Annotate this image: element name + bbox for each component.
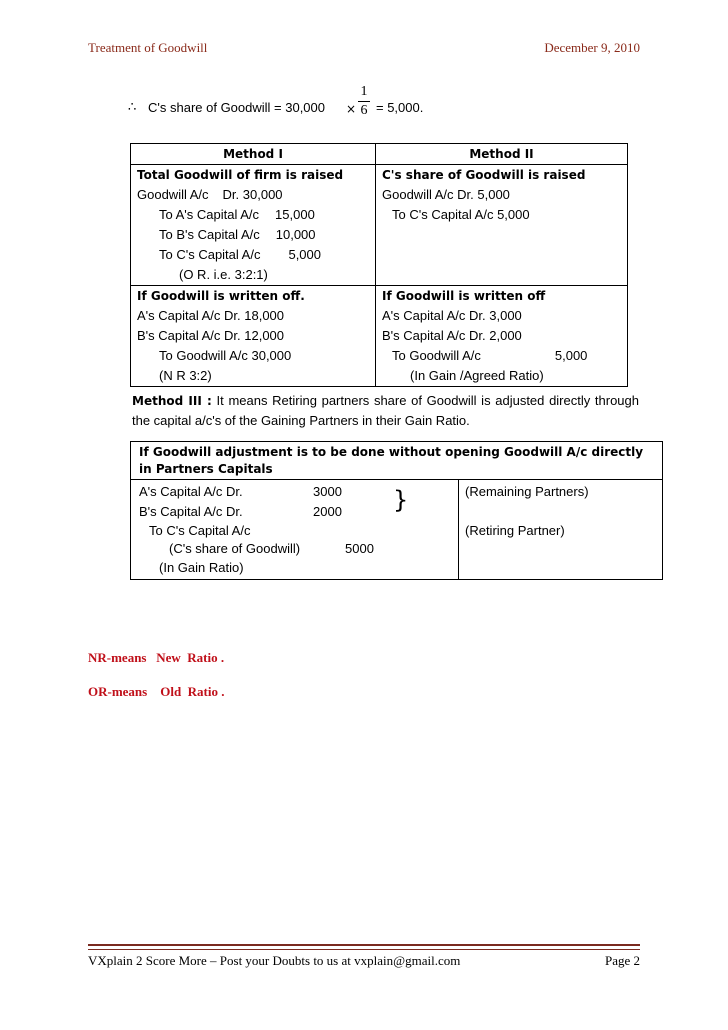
line-text: To A's Capital A/c [159, 207, 260, 222]
writeoff2-to-line [382, 346, 621, 366]
writeoff-line-b: B's Capital A/c Dr. 12,000 [137, 328, 285, 343]
footer-text: VXplain 2 Score More – Post your Doubts to us at vxplain@gmail.com [88, 953, 461, 968]
methods-section-raised [131, 165, 628, 286]
adj-row-b-label: B's Capital A/c Dr. [139, 504, 243, 519]
fraction-numerator: 1 [360, 84, 368, 99]
entry-account: Goodwill A/c [137, 187, 209, 202]
note-or: OR-means Old Ratio . [88, 684, 225, 699]
method-2-entry: Goodwill A/c Dr. 5,000 [382, 187, 510, 202]
journal-line-c [137, 245, 369, 265]
column-divider [458, 480, 459, 579]
formula-rhs: = 5,000. [376, 100, 424, 115]
adjustment-table [130, 441, 663, 580]
method-2-heading: C's share of Goodwill is raised [382, 168, 586, 182]
to-text: To Goodwill A/c [392, 348, 481, 363]
entry-dr-amount: Dr. 30,000 [222, 187, 283, 202]
note-nr: NR-means New Ratio . [88, 650, 225, 665]
line-amount: 5,000 [288, 247, 322, 262]
method-3-paragraph [132, 391, 639, 431]
methods-section-written-off [131, 286, 628, 387]
fraction-denominator: 6 [360, 103, 368, 118]
method-1-entry [137, 185, 369, 205]
fraction-bar [358, 101, 370, 102]
retiring-partner-note: (Retiring Partner) [465, 523, 565, 538]
ratio-note: (O R. i.e. 3:2:1) [179, 267, 268, 282]
adj-row-a-amount: 3000 [313, 484, 342, 499]
method-3-label: Method III : [132, 394, 212, 408]
therefore-symbol: ∴ [128, 100, 137, 115]
method-1-raised-cell [131, 165, 376, 286]
writeoff2-line-b: B's Capital A/c Dr. 2,000 [382, 328, 522, 343]
methods-table [130, 143, 628, 387]
line-text: To B's Capital A/c [159, 227, 260, 242]
writeoff-line-a: A's Capital A/c Dr. 18,000 [137, 308, 285, 323]
method-2-header: Method II [376, 144, 628, 165]
writeoff2-line-a: A's Capital A/c Dr. 3,000 [382, 308, 522, 323]
line-amount: 10,000 [275, 227, 316, 242]
footer-divider [88, 944, 640, 950]
adj-share-line: (C's share of Goodwill) [169, 541, 301, 556]
formula-lhs: C's share of Goodwill = 30,000 [148, 100, 325, 115]
method-2-line: To C's Capital A/c 5,000 [392, 207, 530, 222]
adj-share-amount: 5000 [345, 541, 374, 556]
method-1-heading: Total Goodwill of firm is raised [137, 168, 344, 182]
adjustment-title: If Goodwill adjustment is to be done without opening Goodwill A/c directly in Partners Capitals [131, 442, 662, 480]
times-symbol: × [346, 102, 357, 116]
journal-line-a [137, 205, 369, 225]
method-2-writeoff-cell [376, 286, 628, 387]
to-amount: 5,000 [554, 348, 588, 363]
adj-to-line: To C's Capital A/c [149, 523, 251, 538]
adj-row-b-amount: 2000 [313, 504, 342, 519]
page-number: Page 2 [604, 953, 640, 968]
line-text: To C's Capital A/c [159, 247, 261, 262]
method-1-writeoff-heading: If Goodwill is written off. [137, 289, 305, 303]
methods-header-row [131, 144, 628, 165]
adj-gain-ratio: (In Gain Ratio) [159, 560, 244, 575]
brace-symbol: } [393, 486, 409, 514]
line-amount: 15,000 [275, 207, 315, 222]
page-header [88, 40, 640, 62]
journal-line-b [137, 225, 369, 245]
method-1-writeoff-cell [131, 286, 376, 387]
writeoff-ratio: (N R 3:2) [159, 368, 212, 383]
remaining-partners-note: (Remaining Partners) [465, 484, 589, 499]
header-date: December 9, 2010 [544, 40, 640, 55]
fraction [358, 84, 370, 119]
writeoff-to-line: To Goodwill A/c 30,000 [159, 348, 292, 363]
method-2-writeoff-heading: If Goodwill is written off [382, 289, 546, 303]
method-1-header: Method I [131, 144, 376, 165]
method-2-raised-cell [376, 165, 628, 286]
header-title: Treatment of Goodwill [88, 40, 208, 55]
writeoff2-ratio: (In Gain /Agreed Ratio) [410, 368, 544, 383]
adj-row-a-label: A's Capital A/c Dr. [139, 484, 243, 499]
method-3-text: It means Retiring partners share of Goodwill is adjusted directly through the capital a/c's of the Gaining Partners in their Gain Ratio. [132, 393, 640, 428]
